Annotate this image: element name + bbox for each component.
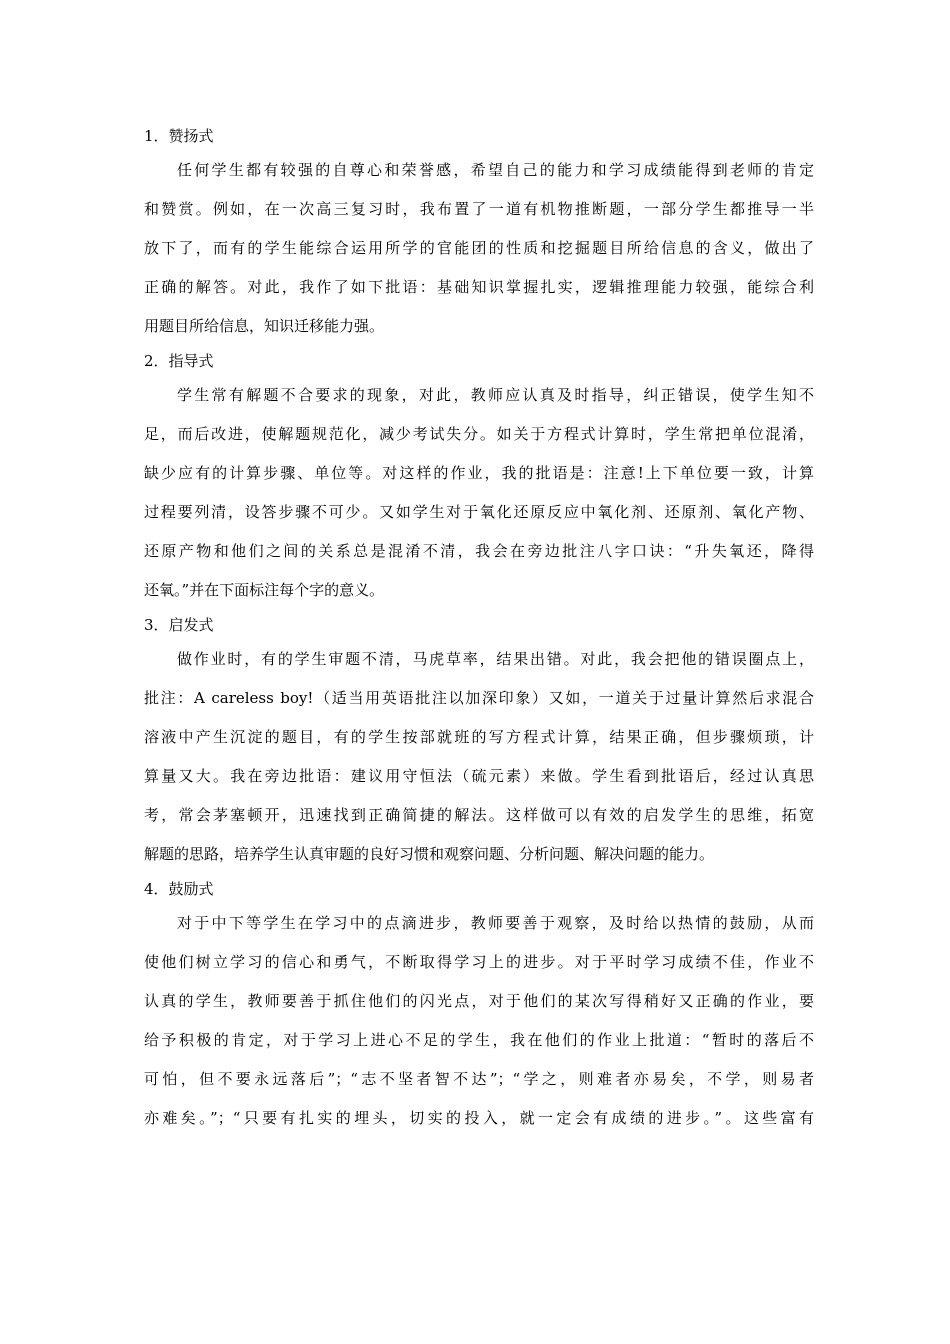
text-line: 还原产物和他们之间的关系总是混淆不清，我会在旁边批注八字口诀：“升失氧还，降得 — [144, 542, 814, 560]
text-line: 任何学生都有较强的自尊心和荣誉感，希望自己的能力和学习成绩能得到老师的肯定 — [177, 161, 814, 179]
text-line: 学生常有解题不合要求的现象，对此，教师应认真及时指导，纠正错误，使学生知不 — [177, 386, 814, 404]
text-line: 使他们树立学习的信心和勇气，不断取得学习上的进步。对于平时学习成绩不佳，作业不 — [144, 953, 814, 971]
text-line: 溶液中产生沉淀的题目，有的学生按部就班的写方程式计算，结果正确，但步骤烦琐，计 — [144, 728, 814, 746]
text-line: 用题目所给信息，知识迁移能力强。 — [144, 317, 385, 335]
text-line: 亦难矣。”；“只要有扎实的埋头，切实的投入，就一定会有成绩的进步。”。这些富有 — [144, 1109, 814, 1127]
section-heading-inspiration: 3．启发式 — [144, 616, 214, 634]
text-line: 正确的解答。对此，我作了如下批语：基础知识掌握扎实，逻辑推理能力较强，能综合利 — [144, 278, 814, 296]
text-line: 可怕，但不要永远落后”；“志不坚者智不达”；“学之，则难者亦易矣，不学，则易者 — [144, 1070, 814, 1088]
section-heading-encouragement: 4．鼓励式 — [144, 880, 214, 898]
text-line: 和赞赏。例如，在一次高三复习时，我布置了一道有机物推断题，一部分学生都推导一半 — [144, 200, 814, 218]
text-line: 认真的学生，教师要善于抓住他们的闪光点，对于他们的某次写得稍好又正确的作业，要 — [144, 992, 814, 1010]
text-line: 解题的思路，培养学生认真审题的良好习惯和观察问题、分析问题、解决问题的能力。 — [144, 845, 715, 863]
text-line: 考，常会茅塞顿开，迅速找到正确简捷的解法。这样做可以有效的启发学生的思维，拓宽 — [144, 806, 814, 824]
paragraph-praise — [144, 151, 814, 346]
paragraph-inspiration — [144, 640, 814, 874]
section-heading-praise: 1．赞扬式 — [144, 127, 214, 145]
text-line: 放下了，而有的学生能综合运用所学的官能团的性质和挖掘题目所给信息的含义，做出了 — [144, 239, 814, 257]
text-line: 缺少应有的计算步骤、单位等。对这样的作业，我的批语是：注意!上下单位要一致，计算 — [144, 464, 814, 482]
paragraph-guidance — [144, 376, 814, 610]
text-line: 足，而后改进，使解题规范化，减少考试失分。如关于方程式计算时，学生常把单位混淆， — [144, 425, 814, 443]
section-heading-guidance: 2．指导式 — [144, 352, 214, 370]
paragraph-encouragement — [144, 904, 814, 1138]
text-line: 给予积极的肯定，对于学习上进心不足的学生，我在他们的作业上批道：“暂时的落后不 — [144, 1031, 814, 1049]
text-line: 算量又大。我在旁边批语：建议用守恒法（硫元素）来做。学生看到批语后，经过认真思 — [144, 767, 814, 785]
text-line: 还氧。”并在下面标注每个字的意义。 — [144, 581, 385, 599]
document-body — [144, 121, 814, 1138]
text-line: 批注：A careless boy!（适当用英语批注以加深印象）又如，一道关于过量计算然后求混合 — [144, 689, 814, 707]
text-line: 做作业时，有的学生审题不清，马虎草率，结果出错。对此，我会把他的错误圈点上， — [177, 650, 814, 668]
text-line: 过程要列清，设答步骤不可少。又如学生对于氧化还原反应中氧化剂、还原剂、氧化产物、 — [144, 503, 814, 521]
text-line: 对于中下等学生在学习中的点滴进步，教师要善于观察，及时给以热情的鼓励，从而 — [177, 914, 814, 932]
